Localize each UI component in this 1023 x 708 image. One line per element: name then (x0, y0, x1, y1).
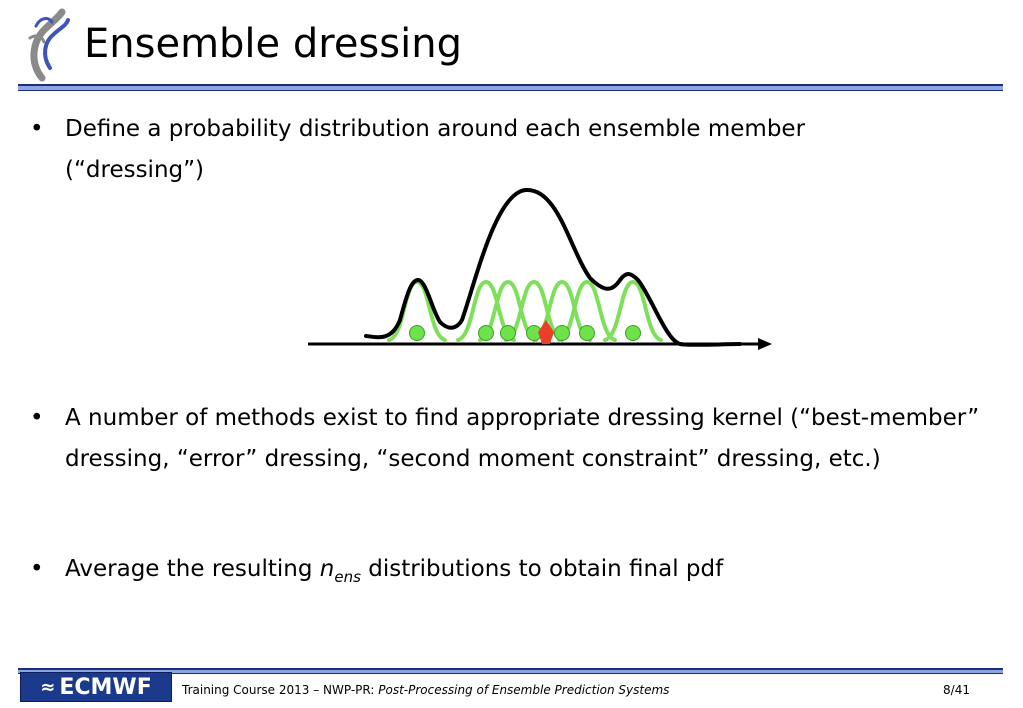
footer-course-title: Post-Processing of Ensemble Prediction Systems (378, 683, 670, 697)
title-divider (18, 84, 1003, 91)
bullet-glyph: • (30, 405, 44, 431)
variable-subscript-ens: ens (334, 568, 361, 586)
page-number: 8/41 (943, 683, 970, 697)
x-axis-arrowhead (758, 338, 772, 350)
final-pdf-curve (366, 190, 740, 345)
variable-n: n (319, 556, 335, 582)
bullet-glyph: • (30, 556, 44, 582)
ensemble-member-3 (501, 326, 516, 341)
ecmwf-logo-text: ECMWF (59, 674, 152, 700)
ensemble-member-5 (555, 326, 570, 341)
footer-course-label (182, 683, 669, 697)
bullet-text-post: distributions to obtain final pdf (360, 556, 724, 582)
ecmwf-logo-waves-icon: ≈ (40, 676, 56, 698)
bullet-text: A number of methods exist to find appropriate dressing kernel (“best-member” dressing, “error” dressing, “second moment constraint” dressing, etc.) (65, 405, 980, 472)
ensemble-member-1 (410, 326, 425, 341)
ensemble-member-6 (580, 326, 595, 341)
footer-course: Training Course 2013 – NWP-PR: (182, 683, 379, 697)
ecmwf-emblem-icon (22, 8, 72, 83)
page-title: Ensemble dressing (84, 21, 462, 67)
ecmwf-logo (20, 672, 172, 702)
bullet-text-pre: Average the resulting (65, 556, 320, 582)
bullet-text (65, 549, 945, 592)
bullet-text: Define a probability distribution around each ensemble member (“dressing”) (65, 116, 806, 183)
dressing-diagram (300, 180, 780, 360)
ensemble-member-2 (479, 326, 494, 341)
bullet-glyph: • (30, 116, 44, 142)
ensemble-member-7 (626, 326, 641, 341)
